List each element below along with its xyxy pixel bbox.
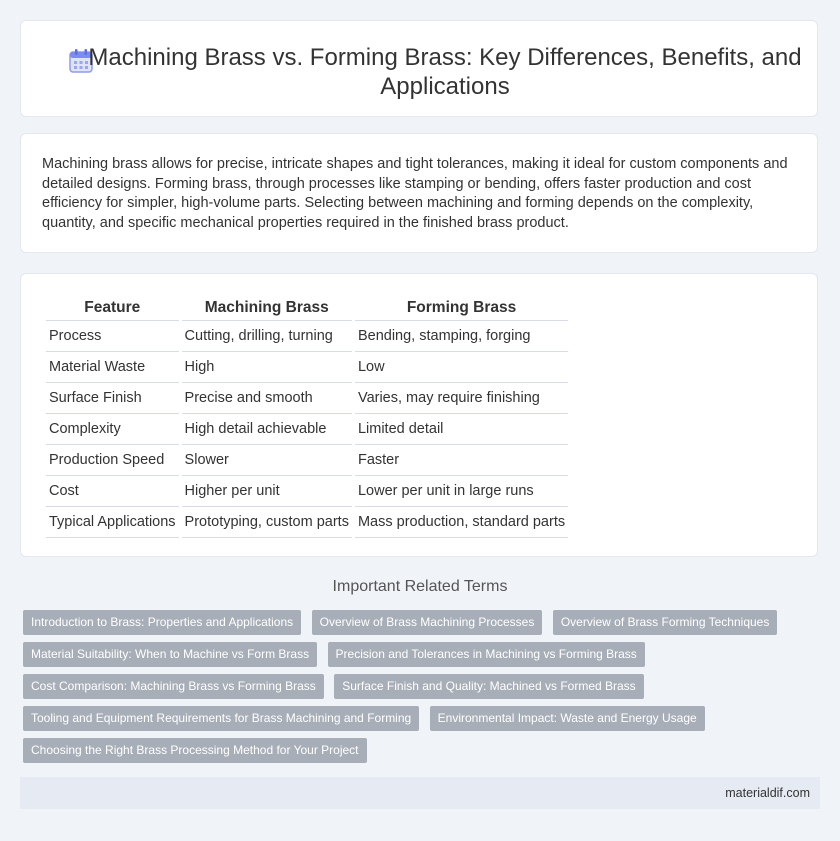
intro-card: [20, 133, 818, 253]
table-row: [46, 321, 568, 352]
table-cell: Process: [46, 321, 179, 352]
related-term-tag[interactable]: Environmental Impact: Waste and Energy Usage: [430, 706, 705, 731]
table-cell: Slower: [182, 445, 352, 476]
table-cell: Complexity: [46, 414, 179, 445]
related-term-tag[interactable]: Overview of Brass Forming Techniques: [553, 610, 778, 635]
table-header-row: [46, 296, 568, 321]
comparison-card: [20, 273, 818, 557]
site-name[interactable]: materialdif.com: [725, 786, 810, 800]
table-cell: Production Speed: [46, 445, 179, 476]
table-cell: Typical Applications: [46, 507, 179, 538]
table-cell: Material Waste: [46, 352, 179, 383]
related-term-tag[interactable]: Precision and Tolerances in Machining vs Forming Brass: [328, 642, 645, 667]
related-term-tag[interactable]: Choosing the Right Brass Processing Method for Your Project: [23, 738, 367, 763]
table-cell: Cost: [46, 476, 179, 507]
related-terms-title: Important Related Terms: [332, 578, 508, 595]
related-term-tag[interactable]: Introduction to Brass: Properties and Applications: [23, 610, 301, 635]
table-cell: Higher per unit: [182, 476, 352, 507]
table-cell: Prototyping, custom parts: [182, 507, 352, 538]
header-card: [20, 20, 818, 117]
comparison-table: [43, 296, 571, 538]
intro-text: Machining brass allows for precise, intricate shapes and tight tolerances, making it ideal for custom components and detailed designs. Forming brass, through processes like stamping or bending, offers faster production and cost efficiency for simpler, high-volume parts. Selecting between machining and forming depends on the complexity, quantity, and specific mechanical properties required in the finished brass product.: [42, 156, 788, 231]
table-row: [46, 476, 568, 507]
related-term-tag[interactable]: Surface Finish and Quality: Machined vs Formed Brass: [334, 674, 643, 699]
table-row: [46, 352, 568, 383]
table-cell: Lower per unit in large runs: [355, 476, 568, 507]
table-cell: Faster: [355, 445, 568, 476]
table-cell: Low: [355, 352, 568, 383]
related-term-tag[interactable]: Cost Comparison: Machining Brass vs Forming Brass: [23, 674, 324, 699]
table-cell: Bending, stamping, forging: [355, 321, 568, 352]
table-cell: Mass production, standard parts: [355, 507, 568, 538]
column-header: Machining Brass: [182, 296, 352, 321]
related-term-tag[interactable]: Material Suitability: When to Machine vs Form Brass: [23, 642, 317, 667]
related-term-tag[interactable]: Tooling and Equipment Requirements for Brass Machining and Forming: [23, 706, 419, 731]
page-title: Machining Brass vs. Forming Brass: Key Differences, Benefits, and Applications: [88, 44, 802, 100]
table-cell: High: [182, 352, 352, 383]
table-cell: High detail achievable: [182, 414, 352, 445]
table-cell: Cutting, drilling, turning: [182, 321, 352, 352]
related-terms-list: [23, 610, 813, 770]
table-cell: Surface Finish: [46, 383, 179, 414]
table-cell: Precise and smooth: [182, 383, 352, 414]
table-row: [46, 445, 568, 476]
column-header: Feature: [46, 296, 179, 321]
table-row: [46, 507, 568, 538]
table-row: [46, 414, 568, 445]
column-header: Forming Brass: [355, 296, 568, 321]
footer: [20, 777, 820, 809]
related-term-tag[interactable]: Overview of Brass Machining Processes: [312, 610, 543, 635]
table-cell: Varies, may require finishing: [355, 383, 568, 414]
table-row: [46, 383, 568, 414]
table-cell: Limited detail: [355, 414, 568, 445]
